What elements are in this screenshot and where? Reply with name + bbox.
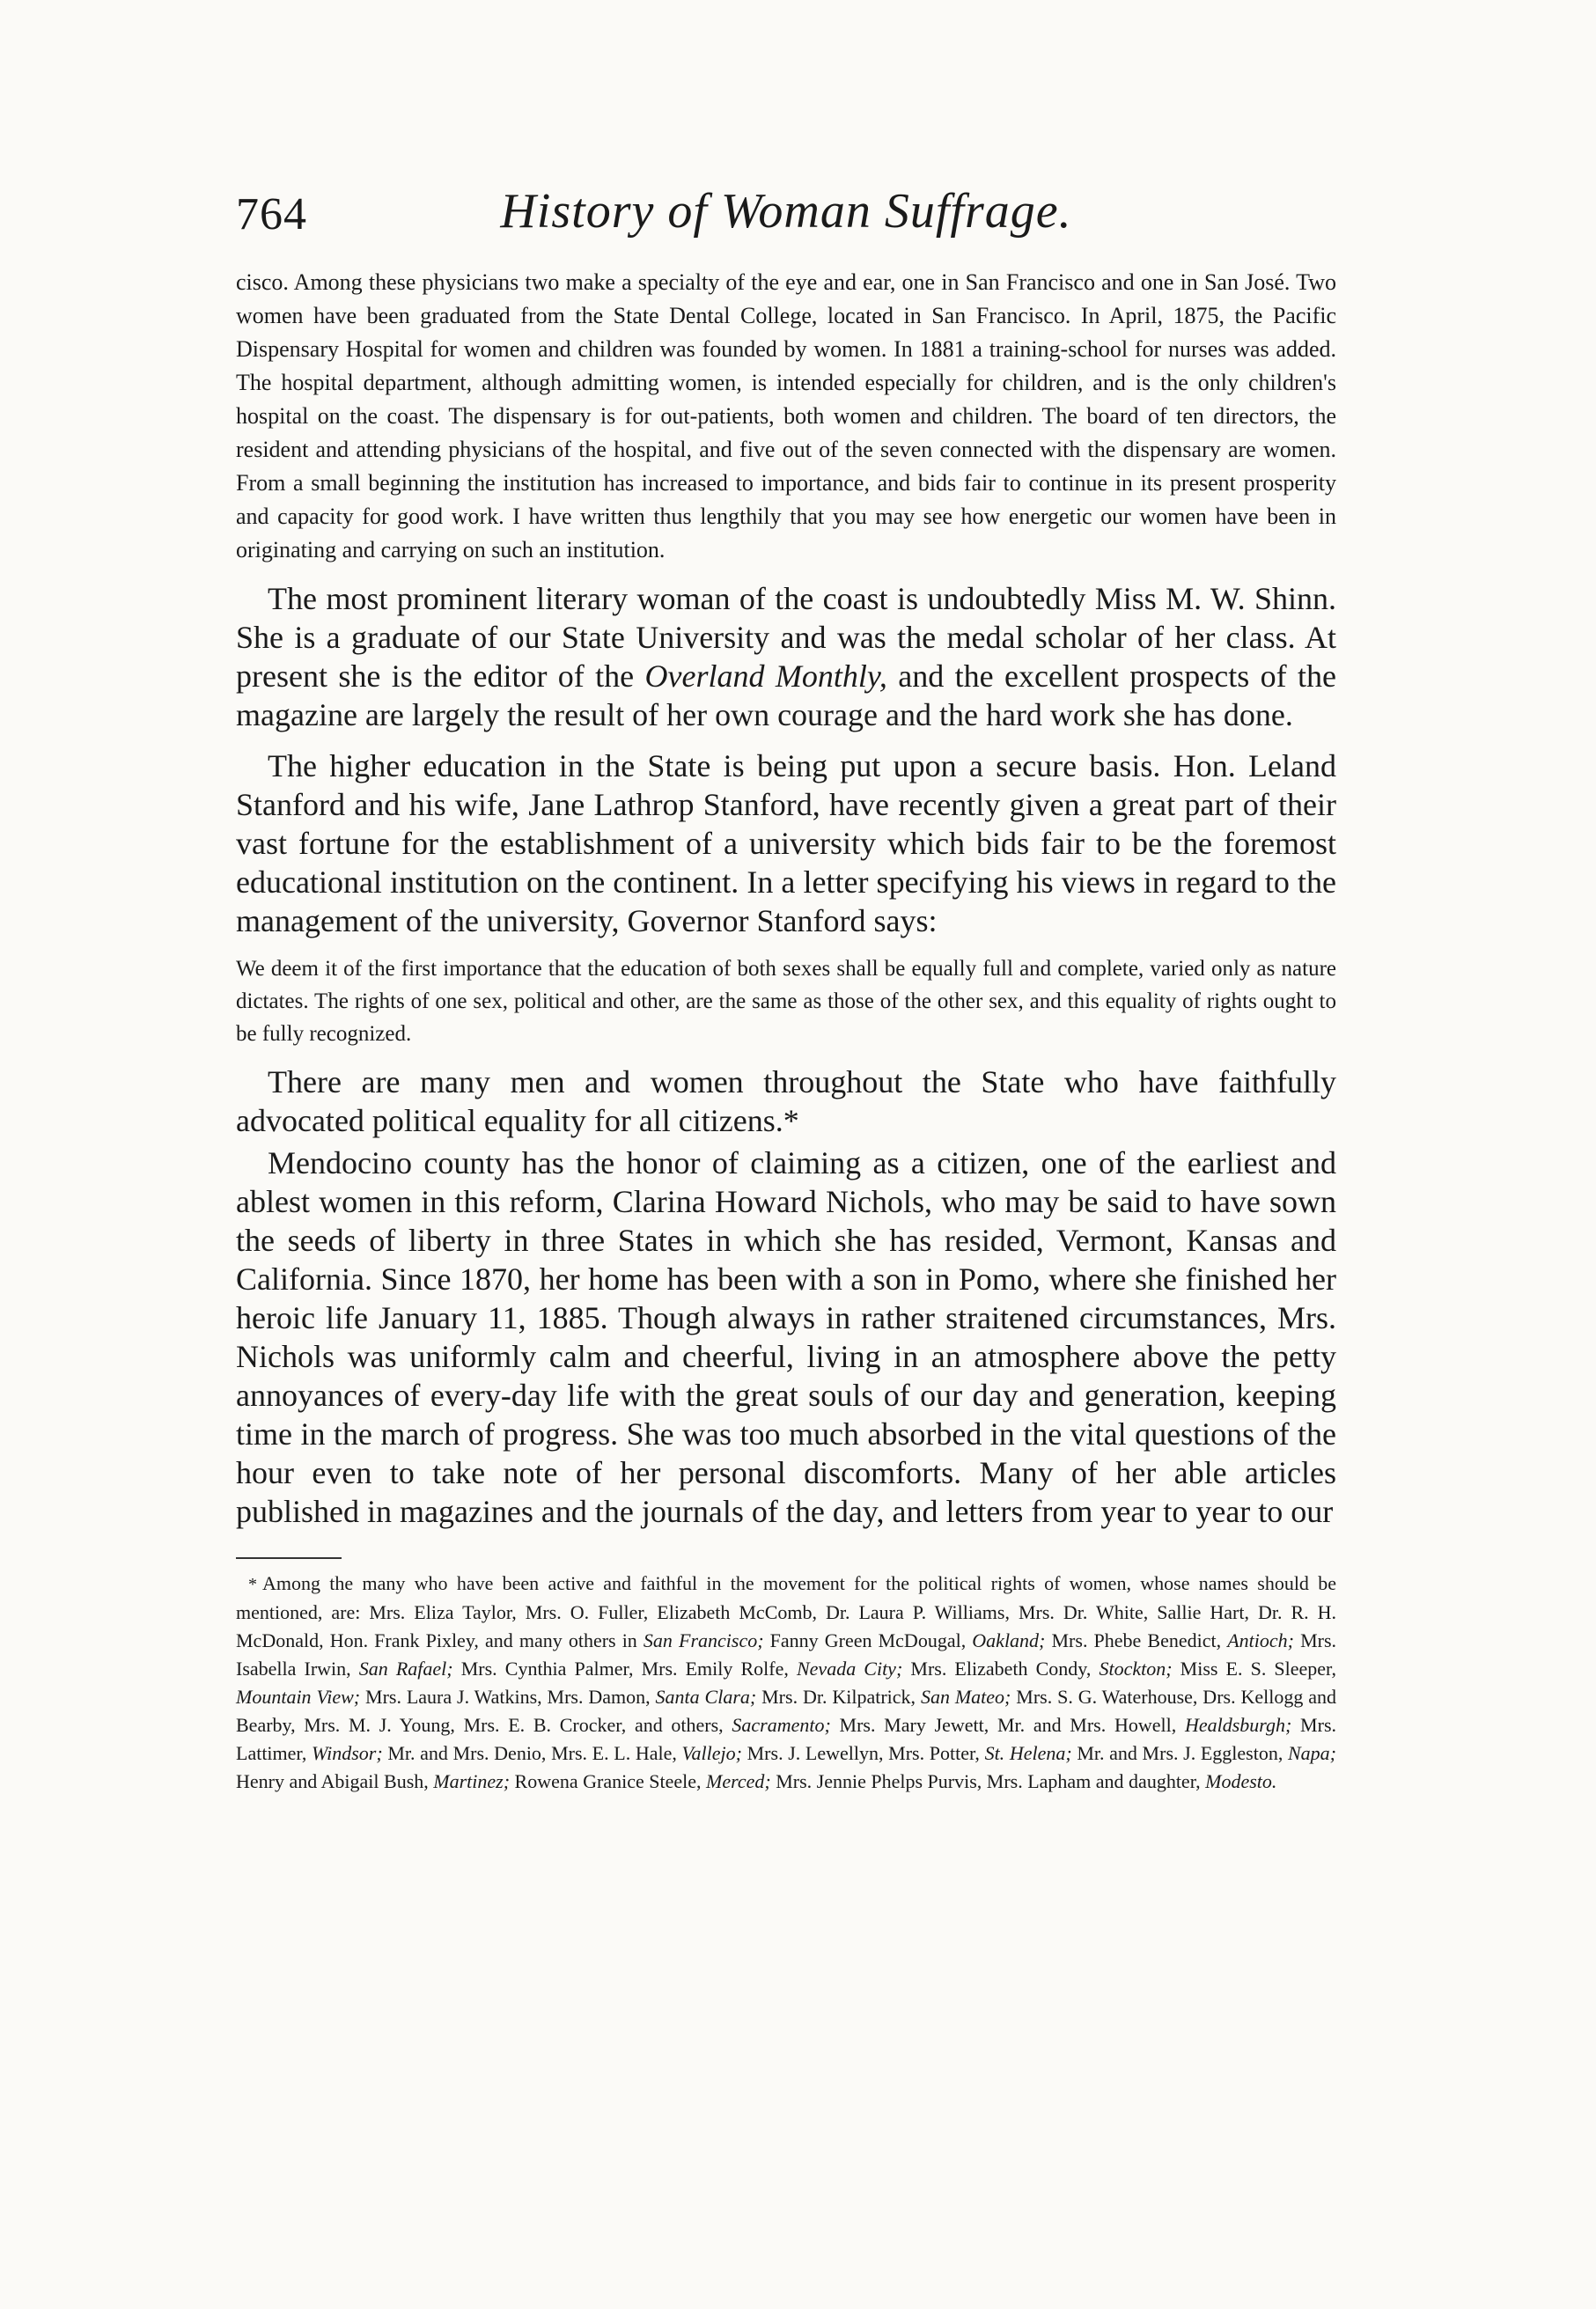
footnote-text: Mrs. Phebe Benedict, [1045, 1629, 1228, 1651]
page-number: 764 [236, 189, 307, 239]
stanford-quote: We deem it of the first importance that the education of both sexes shall be equally full and complete, varied only as nature dictates. The rights of one sex, political and other, are the same as those of the other sex, and this equality of rights ought to be fully recognized. [236, 957, 1336, 1046]
footnote-text: Mrs. Dr. Kilpatrick, [756, 1686, 921, 1708]
place-name: Healdsburgh; [1184, 1714, 1292, 1736]
running-title: History of Woman Suffrage. [500, 184, 1072, 239]
place-name: San Mateo; [920, 1686, 1011, 1708]
place-name: San Francisco; [643, 1629, 764, 1651]
footnote-text: Mrs. S. G. Waterhouse, Drs. Kellogg and Bearby, Mrs. M. J. Young, Mrs. E. B. Crocker, and others, [236, 1686, 1336, 1736]
footnote-text: Rowena Granice Steele, [510, 1770, 706, 1792]
place-name: Windsor; [312, 1742, 383, 1764]
footnote-text: Among the many who have been active and faithful in the movement for the political rights of women, whose names should be mentioned, are: Mrs. Eliza Taylor, Mrs. O. Fuller, Elizabeth McComb, Dr. Laura P. Williams, Mrs. Dr. White, Sallie Hart, Dr. R. H. McDonald, Hon. Frank Pixley, and many others in [236, 1572, 1336, 1651]
footnote [236, 1570, 1336, 1796]
paragraph-shinn [236, 579, 1336, 734]
footnote-text: Fanny Green McDougal, [763, 1629, 973, 1651]
footnote-text: Mrs. Isabella Irwin, [236, 1629, 1337, 1680]
shinn-text-end: and the excellent prospects of the magazine are largely the result of her own courage and the hard work she has done. [236, 658, 1336, 732]
footnote-text: Mrs. Elizabeth Condy, [902, 1658, 1100, 1680]
place-name: Vallejo; [681, 1742, 742, 1764]
footnote-marker: * [248, 1575, 257, 1594]
page-header [236, 176, 1336, 264]
place-name: Oakland; [972, 1629, 1046, 1651]
place-name: Modesto. [1205, 1770, 1277, 1792]
place-name: Nevada City; [796, 1658, 903, 1680]
place-name: Santa Clara; [655, 1686, 757, 1708]
place-name: Merced; [706, 1770, 771, 1792]
footnote-text: Henry and Abigail Bush, [236, 1770, 434, 1792]
footnote-text: Mrs. Mary Jewett, Mr. and Mrs. Howell, [830, 1714, 1185, 1736]
footnote-divider [236, 1557, 342, 1559]
paragraph-dispensary: cisco. Among these physicians two make a specialty of the eye and ear, one in San Francisco and one in San José. Two women have been graduated from the State Dental College, located in San Francisco. In April, 1875, the Pacific Dispensary Hospital for women and children was founded by women. In 1881 a training-school for nurses was added. The hospital department, although admitting women, is intended especially for children, and is the only children's hospital on the coast. The dispensary is for out-patients, both women and children. The board of ten directors, the resident and attending physicians of the hospital, and five out of the seven connected with the dispensary are women. From a small beginning the institution has increased to importance, and bids fair to continue in its present prosperity and capacity for good work. I have written thus lengthily that you may see how energetic our women have been in originating and carrying on such an institution. [236, 269, 1336, 563]
footnote-text: Mr. and Mrs. J. Eggleston, [1071, 1742, 1288, 1764]
place-name: Sacramento; [732, 1714, 831, 1736]
footnote-text: Mrs. J. Lewellyn, Mrs. Potter, [741, 1742, 985, 1764]
paragraph-nichols: Mendocino county has the honor of claiming as a citizen, one of the earliest and ablest women in this reform, Clarina Howard Nichols, who may be said to have sown the seeds of liberty in three States in which she has resided, Vermont, Kansas and California. Since 1870, her home has been with a son in Pomo, where she finished her heroic life January 11, 1885. Though always in rather straitened circumstances, Mrs. Nichols was uniformly calm and cheerful, living in an atmosphere above the petty annoyances of every-day life with the great souls of our day and generation, keeping time in the march of progress. She was too much absorbed in the vital questions of the hour even to take note of her personal discomforts. Many of her able articles published in magazines and the journals of the day, and letters from year to year to our [236, 1145, 1336, 1529]
place-name: Mountain View; [236, 1686, 361, 1708]
paragraph-stanford: The higher education in the State is being put upon a secure basis. Hon. Leland Stanford and his wife, Jane Lathrop Stanford, have recently given a great part of their vast fortune for the establishment of a university which bids fair to be the foremost educational institution on the continent. In a letter specifying his views in regard to the management of the university, Governor Stanford says: [236, 748, 1336, 938]
footnote-text: Mrs. Laura J. Watkins, Mrs. Damon, [360, 1686, 656, 1708]
place-name: Antioch; [1227, 1629, 1294, 1651]
shinn-text-start: The most prominent literary woman of the coast is undoubtedly Miss M. W. Shinn. She is a graduate of our State University and was the medal scholar of her class. At present she is the editor of the [236, 581, 1336, 694]
paragraph-advocates: There are many men and women throughout the State who have faithfully advocated political equality for all citizens.* [236, 1064, 1336, 1138]
footnote-text: Mrs. Cynthia Palmer, Mrs. Emily Rolfe, [452, 1658, 797, 1680]
footnote-text: Mrs. Lattimer, [236, 1714, 1336, 1764]
overland-monthly-title: Overland Monthly, [644, 658, 887, 694]
footnote-text: Miss E. S. Sleeper, [1172, 1658, 1337, 1680]
place-name: Martinez; [433, 1770, 511, 1792]
footnote-text: Mr. and Mrs. Denio, Mrs. E. L. Hale, [382, 1742, 682, 1764]
place-name: San Rafael; [358, 1658, 453, 1680]
place-name: Stockton; [1099, 1658, 1173, 1680]
place-name: Napa; [1288, 1742, 1336, 1764]
book-page [236, 176, 1336, 2254]
footnote-text: Mrs. Jennie Phelps Purvis, Mrs. Lapham and daughter, [770, 1770, 1206, 1792]
place-name: St. Helena; [984, 1742, 1072, 1764]
